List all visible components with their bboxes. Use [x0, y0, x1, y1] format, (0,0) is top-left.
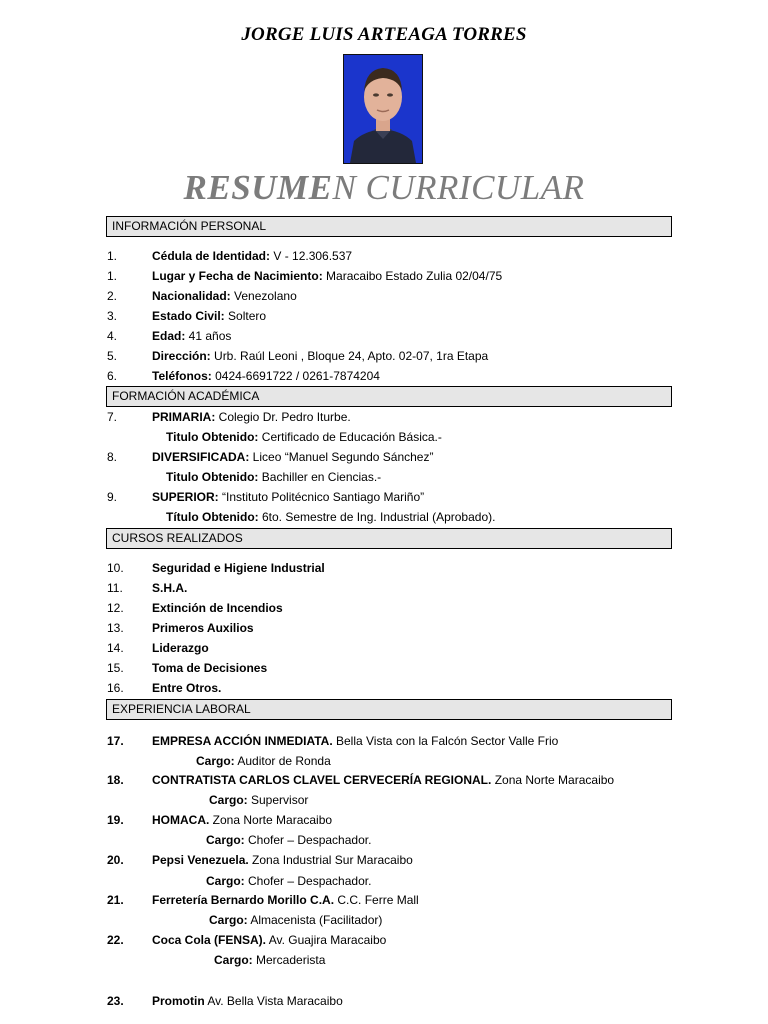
cargo-value: Mercaderista: [252, 953, 326, 967]
section-academic: FORMACIÓN ACADÉMICA: [106, 386, 672, 407]
item-number: 6.: [107, 369, 118, 383]
item-text: Seguridad e Higiene Industrial: [152, 561, 325, 575]
item-number: 8.: [107, 450, 118, 464]
company-location: Bella Vista con la Falcón Sector Valle Frio: [332, 734, 559, 748]
item-value: Urb. Raúl Leoni , Bloque 24, Apto. 02-07, 1ra Etapa: [210, 349, 489, 363]
job-position: [209, 912, 382, 928]
item-text: [152, 993, 343, 1009]
job-position: [209, 792, 308, 808]
company-location: Zona Norte Maracaibo: [209, 813, 333, 827]
cargo-value: Chofer – Despachador.: [244, 833, 372, 847]
item-text: Primeros Auxilios: [152, 621, 254, 635]
profile-photo: [343, 54, 423, 164]
item-label: Edad:: [152, 329, 186, 343]
item-number: 15.: [107, 661, 124, 675]
item-value: V - 12.306.537: [270, 249, 353, 263]
company-location: Av. Bella Vista Maracaibo: [204, 994, 343, 1008]
item-text: Toma de Decisiones: [152, 661, 268, 675]
title-label: Título Obtenido:: [166, 510, 259, 524]
company-location: C.C. Ferre Mall: [334, 893, 419, 907]
item-label: Dirección:: [152, 349, 211, 363]
title-value: Bachiller en Ciencias.-: [258, 470, 382, 484]
item-number: 4.: [107, 329, 118, 343]
item-number: 1.: [107, 249, 118, 263]
company-location: Av. Guajira Maracaibo: [266, 933, 387, 947]
job-position: [196, 753, 331, 769]
item-number: 7.: [107, 410, 118, 424]
cargo-label: Cargo:: [206, 874, 245, 888]
item-value: 0424-6691722 / 0261-7874204: [211, 369, 380, 383]
item-number: 21.: [107, 893, 124, 907]
item-label: Nacionalidad:: [152, 289, 231, 303]
cargo-value: Supervisor: [247, 793, 309, 807]
item-text: [152, 368, 380, 384]
company-name: HOMACA.: [152, 813, 210, 827]
title-label: Titulo Obtenido:: [166, 470, 259, 484]
item-text: Extinción de Incendios: [152, 601, 283, 615]
item-text: S.H.A.: [152, 581, 188, 595]
item-label: Cédula de Identidad:: [152, 249, 271, 263]
item-value: “Instituto Politécnico Santiago Mariño”: [218, 490, 425, 504]
company-name: Coca Cola (FENSA).: [152, 933, 267, 947]
item-number: 11.: [107, 581, 123, 595]
item-number: 17.: [107, 734, 124, 748]
item-value: Maracaibo Estado Zulia 02/04/75: [322, 269, 503, 283]
item-number: 5.: [107, 349, 118, 363]
cargo-label: Cargo:: [209, 913, 248, 927]
item-label: SUPERIOR:: [152, 490, 219, 504]
item-number: 10.: [107, 561, 124, 575]
cargo-value: Chofer – Despachador.: [244, 874, 372, 888]
item-label: Estado Civil:: [152, 309, 225, 323]
cargo-label: Cargo:: [196, 754, 235, 768]
cargo-label: Cargo:: [209, 793, 248, 807]
item-value: Liceo “Manuel Segundo Sánchez”: [249, 450, 434, 464]
item-number: 23.: [107, 994, 124, 1008]
item-text: Liderazgo: [152, 641, 209, 655]
item-text: [152, 892, 419, 908]
item-subline: [166, 469, 381, 485]
item-number: 12.: [107, 601, 124, 615]
section-work-experience: EXPERIENCIA LABORAL: [106, 699, 672, 720]
item-text: [152, 328, 231, 344]
item-subline: [166, 429, 442, 445]
section-personal-info: INFORMACIÓN PERSONAL: [106, 216, 672, 237]
item-value: 41 años: [185, 329, 232, 343]
item-number: 22.: [107, 933, 124, 947]
cargo-label: Cargo:: [206, 833, 245, 847]
item-number: 16.: [107, 681, 124, 695]
item-label: Lugar y Fecha de Nacimiento:: [152, 269, 323, 283]
section-courses: CURSOS REALIZADOS: [106, 528, 672, 549]
document-title-bold: RESUME: [183, 168, 333, 207]
title-value: Certificado de Educación Básica.-: [258, 430, 442, 444]
document-title-rest: N CURRICULAR: [332, 168, 585, 207]
item-text: Entre Otros.: [152, 681, 222, 695]
item-label: Teléfonos:: [152, 369, 212, 383]
job-position: [214, 952, 325, 968]
cargo-value: Auditor de Ronda: [234, 754, 331, 768]
title-label: Titulo Obtenido:: [166, 430, 259, 444]
item-text: [152, 772, 614, 788]
item-number: 14.: [107, 641, 124, 655]
item-number: 1.: [107, 269, 118, 283]
company-name: CONTRATISTA CARLOS CLAVEL CERVECERÍA REGIONAL.: [152, 773, 492, 787]
item-text: [152, 268, 502, 284]
company-name: Ferretería Bernardo Morillo C.A.: [152, 893, 335, 907]
company-name: Promotin: [152, 994, 205, 1008]
item-label: PRIMARIA:: [152, 410, 216, 424]
company-name: Pepsi Venezuela.: [152, 853, 249, 867]
item-number: 18.: [107, 773, 124, 787]
item-text: [152, 288, 297, 304]
document-title: [0, 168, 768, 208]
company-location: Zona Norte Maracaibo: [491, 773, 615, 787]
item-text: [152, 449, 433, 465]
item-value: Venezolano: [230, 289, 297, 303]
item-number: 2.: [107, 289, 118, 303]
cargo-value: Almacenista (Facilitador): [247, 913, 383, 927]
person-photo-icon: [344, 55, 422, 163]
item-text: [152, 812, 332, 828]
item-subline: [166, 509, 495, 525]
title-value: 6to. Semestre de Ing. Industrial (Aprobado).: [258, 510, 496, 524]
item-label: DIVERSIFICADA:: [152, 450, 250, 464]
company-location: Zona Industrial Sur Maracaibo: [248, 853, 413, 867]
item-text: [152, 248, 352, 264]
candidate-name: JORGE LUIS ARTEAGA TORRES: [241, 24, 527, 45]
item-text: [152, 308, 266, 324]
item-value: Colegio Dr. Pedro Iturbe.: [215, 410, 351, 424]
item-value: Soltero: [224, 309, 267, 323]
job-position: [206, 873, 371, 889]
item-number: 3.: [107, 309, 118, 323]
item-text: [152, 733, 558, 749]
item-text: [152, 409, 351, 425]
item-text: [152, 348, 488, 364]
item-text: [152, 932, 386, 948]
item-number: 9.: [107, 490, 118, 504]
item-text: [152, 489, 424, 505]
cargo-label: Cargo:: [214, 953, 253, 967]
job-position: [206, 832, 371, 848]
company-name: EMPRESA ACCIÓN INMEDIATA.: [152, 734, 333, 748]
item-number: 13.: [107, 621, 124, 635]
item-number: 19.: [107, 813, 124, 827]
item-number: 20.: [107, 853, 124, 867]
item-text: [152, 852, 413, 868]
